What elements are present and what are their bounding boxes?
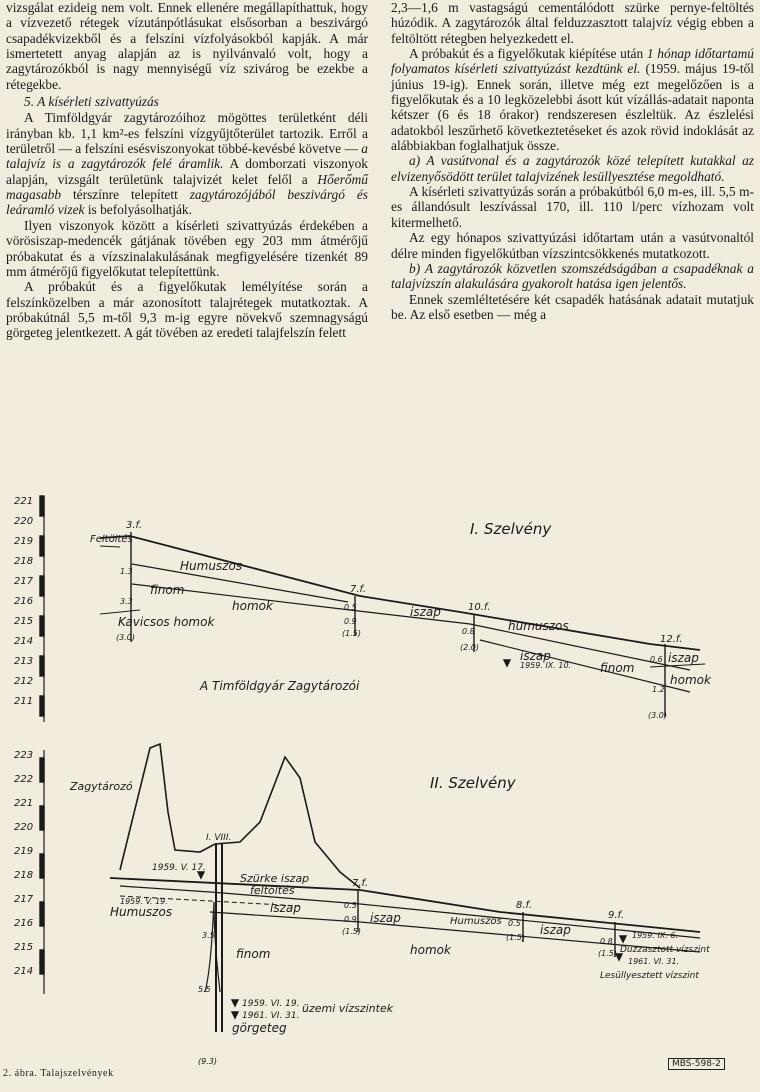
text-run: térszínre telepített	[61, 187, 190, 203]
depth-label: (1.5)	[506, 933, 525, 942]
layer-label: Humuszos	[180, 559, 243, 573]
well-label: 7.f.	[350, 584, 367, 595]
scale-label: 218	[14, 556, 34, 567]
scale-label: 220	[14, 822, 34, 833]
scale-label: 213	[14, 656, 34, 667]
scale-tick	[40, 536, 44, 556]
layer-label: iszap	[370, 911, 401, 925]
scale-label: 219	[14, 536, 34, 547]
date-label: 1959. V. 19.	[120, 897, 168, 906]
depth-label: 0.6	[650, 655, 663, 664]
scale-label: 222	[14, 774, 34, 785]
profile-2-title: II. Szelvény	[430, 774, 516, 792]
water-mark	[620, 936, 626, 942]
well-label: 9.f.	[608, 910, 625, 921]
left-paragraph-3: Ilyen viszonyok között a kísérleti szivattyúzás érdekében a vörösiszap-medencék gátjának tövében egy 203 mm átmérőjű próbakutat és a vízszinalakulásának megfigyelésére tizenkét 89 mm átmérőjű figyelőkutat telepítettünk.	[6, 217, 368, 279]
well-label: 7.f.	[352, 878, 369, 889]
layer-label: Feltöltés	[90, 534, 133, 545]
water-mark	[232, 1012, 238, 1018]
depth-label: (1.5)	[598, 949, 617, 958]
depth-label: (2.0)	[460, 643, 479, 652]
figure-reference: MBS-598-2	[668, 1058, 725, 1070]
scale-label: 216	[14, 918, 34, 929]
layer-label: iszap	[520, 649, 551, 663]
water-level-label: Duzzasztott vízszint	[620, 945, 710, 955]
well-label: 8.f.	[516, 900, 533, 911]
left-paragraph-2	[6, 110, 368, 217]
layer-label: homok	[232, 599, 273, 613]
depth-label: 0.8	[600, 937, 613, 946]
depth-label: 1.3	[120, 567, 133, 576]
scale-label: 217	[14, 894, 34, 905]
layer-label: Szürke iszap	[240, 872, 310, 885]
left-paragraph-1: vizsgálat ezideig nem volt. Ennek ellenére megállapíthattuk, hogy a vízvezető rétegek vízutánpótlásukat elsősorban a beszivárgó csapadékvizekből és a felszíni vízfolyásokból kapják. A már ismertetett anyag alapján az is nyilvánvaló volt, hogy a zagytározókból is nagy mennyiségű víz szivárog be ezekbe a rétegekbe.	[6, 0, 368, 92]
italic-run: a talajvíz is a zagytározók felé áramlik.	[6, 141, 368, 172]
layer-label: Humuszos	[110, 905, 173, 919]
depth-label: 0.5	[344, 603, 357, 612]
soil-profile-figure	[0, 492, 760, 1092]
depth-label: 1.2	[652, 685, 665, 694]
layer-label: feltöltés	[250, 884, 295, 897]
scale-label: 216	[14, 596, 34, 607]
well-label: I. VIII.	[206, 833, 232, 843]
right-paragraph-2	[391, 46, 754, 153]
water-level-label: Lesüllyesztett vízszint	[600, 971, 699, 981]
layer-label: görgeteg	[232, 1021, 287, 1035]
layer-label: humuszos	[508, 619, 569, 633]
scale-tick	[40, 696, 44, 716]
italic-run: Hőerőmű magasabb	[6, 171, 368, 203]
text-run: A próbakút és a figyelőkutak kiépítése után	[409, 46, 647, 62]
scale-label: 223	[14, 750, 34, 761]
layer-label: iszap	[410, 605, 441, 619]
scale-label: 219	[14, 846, 34, 857]
water-mark	[232, 1000, 238, 1006]
right-paragraph-4: A kísérleti szivattyúzás során a próbakútból 6,0 m-es, ill. 5,5 m-es állandósult leszívással 170, ill. 110 l/perc vízhozam volt kitermelhető.	[391, 184, 754, 230]
layer-label: finom	[150, 583, 185, 597]
italic-run: zagytározójából beszivárgó és leáramló vizek	[6, 187, 368, 218]
date-label: 1961. VI. 31.	[628, 957, 680, 966]
scale-label: 217	[14, 576, 34, 587]
figure-caption: 2. ábra. Talajszelvények	[3, 1068, 114, 1079]
layer-line	[132, 584, 690, 670]
right-text-column	[391, 0, 754, 322]
scale-tick	[40, 496, 44, 516]
reservoir-label: A Timföldgyár Zagytározói	[200, 679, 360, 693]
layer-label: homok	[410, 943, 451, 957]
depth-label: (3.0)	[116, 633, 135, 642]
surface-line-2	[110, 878, 700, 932]
scale-label: 211	[14, 696, 34, 707]
text-run: (1959. május 19-től június 19-ig). Ennek során, illetve még ezt megelőzően is a figyelőkutak és a 10 legközelebbi ásott kút vízállás-adatait naponta kétszer (6 és 18 órakor) rendszeresen észleltük. Az észlelési adatokból leszűrhető következtetéseket és azok rövid indoklását az alábbiakban foglalhatjuk össze.	[391, 61, 754, 154]
well-label: 10.f.	[468, 602, 491, 613]
date-label: 1959. V. 17.	[152, 863, 206, 873]
layer-label: Kavicsos homok	[118, 615, 215, 629]
layer-label: iszap	[668, 651, 699, 665]
water-mark	[504, 660, 510, 666]
depth-label: 0.9	[344, 915, 357, 924]
depth-label: 3.5	[202, 931, 215, 940]
scale-label: 215	[14, 942, 34, 953]
well-label: 12.f.	[660, 634, 683, 645]
left-text-column	[6, 0, 368, 341]
right-paragraph-7: Ennek szemléltetésére két csapadék hatásának adatait mutatjuk be. Az első esetben — még a	[391, 291, 754, 322]
depth-label: 3.3	[120, 597, 133, 606]
date-label: 1961. VI. 31.	[242, 1011, 300, 1021]
profile-1-title: I. Szelvény	[470, 520, 552, 538]
text-run: A domborzati viszonyok alapján, vizsgált területünk talajvizét kelet felől a	[6, 156, 369, 187]
date-label: 1959. IX. 10.	[520, 661, 572, 670]
scale-tick	[40, 616, 44, 636]
scale-label: 221	[14, 496, 34, 507]
scale-tick	[40, 758, 44, 782]
scale-tick	[40, 902, 44, 926]
depth-label: (1.5)	[342, 629, 361, 638]
right-paragraph-3: a) A vasútvonal és a zagytározók közé telepített kutakkal az elvizenyősödött terület talajvizének lesüllyesztése megoldható.	[391, 153, 754, 184]
scale-label: 212	[14, 676, 34, 687]
layer-label: iszap	[270, 901, 301, 915]
well-label: 3.f.	[126, 520, 143, 531]
italic-run: 1 hónap időtartamú folyamatos kísérleti szivattyúzást kezdtünk el.	[391, 46, 755, 77]
depth-label: 0.5	[508, 919, 521, 928]
scale-tick	[40, 806, 44, 830]
scale-label: 214	[14, 966, 34, 977]
layer-label: homok	[670, 673, 711, 687]
depth-label: 5.5	[198, 985, 211, 994]
layer-label: iszap	[540, 923, 571, 937]
soil-profile-diagram	[0, 492, 760, 1092]
scale-tick	[40, 854, 44, 878]
left-paragraph-4: A próbakút és a figyelőkutak lemélyítése során a felszínközelben a már azonosított talajrétegek mutatkoztak. A próbakútnál 5,5 m-től 9,3 m-ig egyre növekvő szemnagyságú görgeteg jelentkezett. A gát tövében az eredeti talajfelszín felett	[6, 279, 368, 341]
depth-label: 0.5	[344, 901, 357, 910]
depth-label: (9.3)	[198, 1057, 217, 1066]
scale-tick	[40, 576, 44, 596]
text-run: is befolyásolhatják.	[84, 202, 192, 218]
depth-label: (1.5)	[342, 927, 361, 936]
scale-label: 220	[14, 516, 34, 527]
scale-label: 221	[14, 798, 34, 809]
date-label: 1959. VI. 19.	[242, 999, 300, 1009]
date-label: 1959. IX. 6.	[632, 931, 679, 940]
surface-line-1	[100, 536, 700, 650]
depth-label: 0.8	[462, 627, 475, 636]
scale-label: 214	[14, 636, 34, 647]
layer-label: Humuszos	[450, 916, 502, 927]
section-heading: 5. A kísérleti szivattyúzás	[24, 94, 159, 110]
scale-label: 218	[14, 870, 34, 881]
right-paragraph-1: 2,3—1,6 m vastagságú cementálódott szürke pernye-feltöltés húzódik. A zagytározók által felduzzasztott talajvíz végig ebben a feltöltött rétegben helyezkedett el.	[391, 0, 754, 46]
layer-label: finom	[600, 661, 635, 675]
right-paragraph-6: b) A zagytározók közvetlen szomszédságában a csapadéknak a talajvízszín alakulására gyakorolt hatása igen jelentős.	[391, 260, 754, 292]
scale-label: 215	[14, 616, 34, 627]
scale-tick	[40, 656, 44, 676]
layer-label: finom	[236, 947, 271, 961]
reservoir-label: Zagytározó	[70, 780, 133, 793]
scale-tick	[40, 950, 44, 974]
right-paragraph-5: Az egy hónapos szivattyúzási időtartam után a vasútvonaltól délre minden figyelőkútban vízszintcsökkenés mutatkozott.	[391, 230, 754, 261]
depth-label: (3.0)	[648, 711, 667, 720]
depth-label: 0.9	[344, 617, 357, 626]
operating-level-label: üzemi vízszintek	[302, 1002, 394, 1015]
text-run: A Timföldgyár zagytározóihoz mögöttes területként déli irányban kb. 1,1 km²-es felszíni vízgyűjtőterület tartozik. Erről a területről — a felszíni esésviszonyokat többé-kevésbé követve —	[6, 110, 368, 157]
